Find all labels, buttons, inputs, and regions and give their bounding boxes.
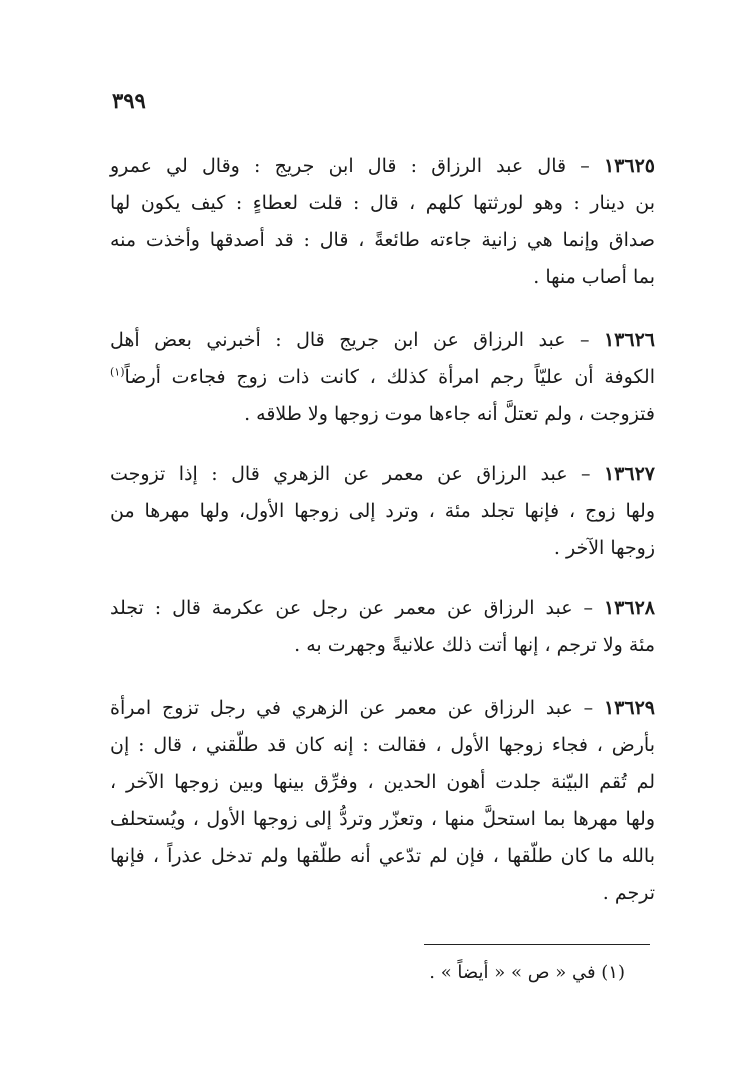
entry-line: ١٣٦٢٩ – عبد الرزاق عن معمر عن الزهري في رجل تزوج امرأة [110,697,655,719]
entry-number: ١٣٦٢٩ [603,697,655,719]
entry-number: ١٣٦٢٦ [603,329,655,351]
footnote: (١) في « ص » « أيضاً » . [429,962,625,983]
entry-line: مئة ولا ترجم ، إنها أتت ذلك علانيةً وجهرت به . [294,634,655,656]
hadith-entry-13626 [110,322,655,433]
entry-line: بالله ما كان طلّقها ، فإن لم تدّعي أنه طلّقها ولم تدخل عذراً ، فإنها [110,845,655,867]
entry-line: صداق وإنما هي زانية جاءته طائعةً ، قال : قد أصدقها وأخذت منه [110,229,655,251]
entry-line: فتزوجت ، ولم تعتلَّ أنه جاءها موت زوجها ولا طلاقه . [244,403,655,425]
entry-line: بأرض ، فجاء زوجها الأول ، فقالت : إنه كان قد طلّقني ، قال : إن [110,734,655,756]
footnote-marker[interactable]: (١) [110,365,125,379]
entry-line: ١٣٦٢٥ – قال عبد الرزاق : قال ابن جريج : وقال لي عمرو [110,155,655,177]
hadith-entry-13627 [110,456,655,567]
entry-line: الكوفة أن عليّاً رجم امرأة كذلك ، كانت ذات زوج فجاءت أرضاً$^{(١)}$ [110,365,655,388]
entry-number: ١٣٦٢٨ [603,597,655,619]
hadith-entry-13629 [110,690,655,912]
entry-line: ولها زوج ، فإنها تجلد مئة ، وترد إلى زوجها الأول، ولها مهرها من [110,500,655,522]
entry-line: لم تُقم البيّنة جلدت أهون الحدين ، وفرِّق بينها وبين زوجها الآخر ، [110,771,655,793]
entry-line: ١٣٦٢٦ – عبد الرزاق عن ابن جريج قال : أخبرني بعض أهل [110,329,655,351]
entry-line: ١٣٦٢٧ – عبد الرزاق عن معمر عن الزهري قال : إذا تزوجت [110,463,655,485]
hadith-entry-13625 [110,148,655,296]
entry-line: بن دينار : وهو لورثتها كلهم ، قال : قلت لعطاءٍ : كيف يكون لها [110,192,655,214]
footnote-divider [424,944,650,945]
entry-line: ١٣٦٢٨ – عبد الرزاق عن معمر عن رجل عن عكرمة قال : تجلد [110,597,655,619]
entry-number: ١٣٦٢٧ [603,463,655,485]
entry-line: زوجها الآخر . [553,537,655,559]
page-number: ٣٩٩ [112,88,146,113]
entry-line: ترجم . [602,882,655,904]
hadith-entry-13628 [110,590,655,664]
entry-line: بما أصاب منها . [533,266,655,288]
entry-number: ١٣٦٢٥ [603,155,655,177]
entry-line: ولها مهرها بما استحلَّ منها ، وتعزّر وتردُّ إلى زوجها الأول ، ويُستحلف [110,808,655,830]
